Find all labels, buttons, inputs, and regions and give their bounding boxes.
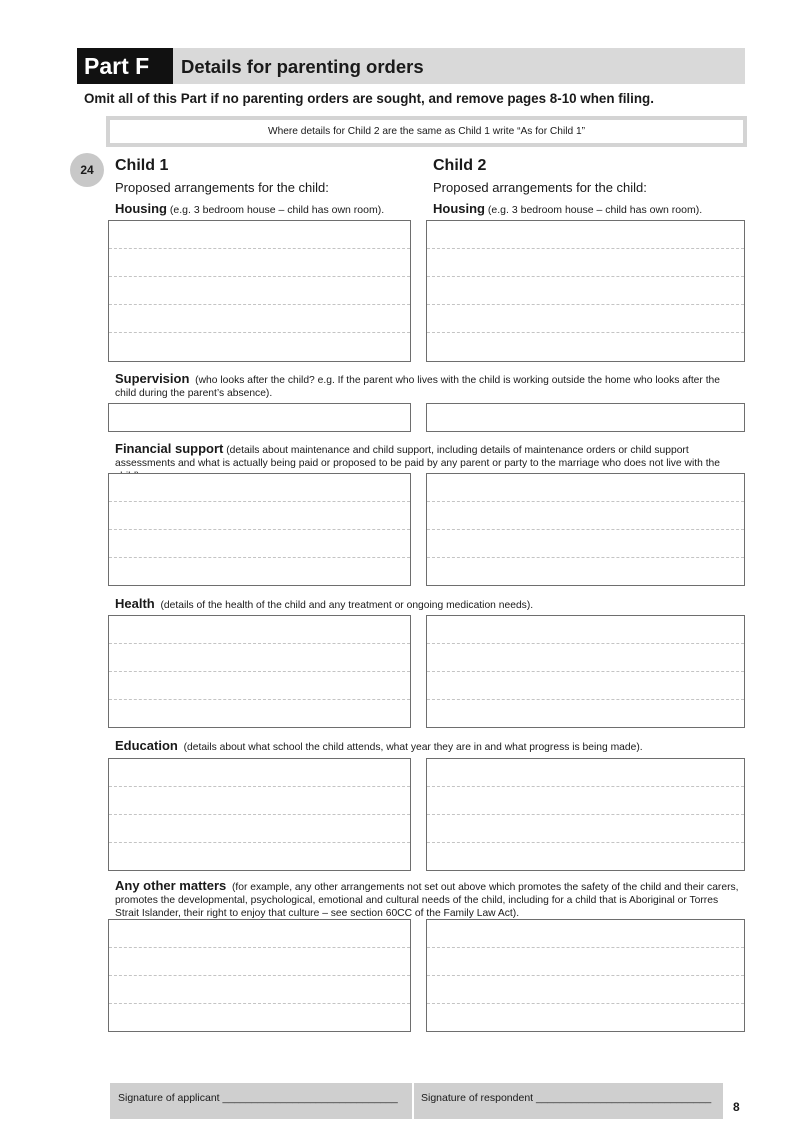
child1-housing-label — [115, 201, 384, 216]
child1-financial-field[interactable] — [108, 473, 411, 586]
child2-housing-title: Housing — [433, 201, 485, 216]
child1-other-field[interactable] — [108, 919, 411, 1032]
child2-health-field[interactable] — [426, 615, 745, 728]
supervision-title: Supervision — [115, 371, 190, 386]
education-title: Education — [115, 738, 178, 753]
child1-supervision-field[interactable] — [108, 403, 411, 432]
child2-housing-hint: (e.g. 3 bedroom house – child has own room). — [487, 204, 703, 216]
child1-housing-title: Housing — [115, 201, 167, 216]
child2-supervision-field[interactable] — [426, 403, 745, 432]
note-box — [106, 116, 747, 147]
health-title: Health — [115, 596, 155, 611]
other-title: Any other matters — [115, 878, 227, 893]
child2-heading: Child 2 — [433, 157, 487, 174]
health-hint: (details of the health of the child and any treatment or ongoing medication needs). — [160, 600, 534, 611]
part-title: Details for parenting orders — [181, 56, 424, 77]
applicant-signature-field[interactable]: Signature of applicant ______________________________ — [118, 1092, 398, 1104]
child2-housing-field[interactable] — [426, 220, 745, 362]
part-header — [77, 48, 745, 84]
financial-hint: (details about maintenance and child support, including details of maintenance orders or child support assessments and what is actually being paid or proposed to be paid by any parent or party to the marriage who does not live with the — [115, 445, 721, 469]
child1-health-field[interactable] — [108, 615, 411, 728]
omit-instruction: Omit all of this Part if no parenting orders are sought, and remove pages 8-10 when filing. — [84, 91, 654, 106]
page-number: 8 — [733, 1100, 740, 1114]
respondent-signature-field[interactable]: Signature of respondent ______________________________ — [421, 1092, 712, 1104]
part-label: Part F — [77, 48, 173, 84]
education-hint: (details about what school the child attends, what year they are in and what progress is being made). — [183, 742, 643, 753]
health-label — [115, 597, 740, 612]
child1-education-field[interactable] — [108, 758, 411, 871]
child2-education-field[interactable] — [426, 758, 745, 871]
signature-bar — [110, 1083, 723, 1119]
note-text: Where details for Child 2 are the same as Child 1 write “As for Child 1” — [110, 120, 743, 143]
other-hint: (for example, any other arrangements not set out above which promotes the safety of the child and their carers, promotes the developmental, psychological, emotional and cultural needs of the child, including for a child that is Aboriginal or Torres Strait Islander, their right to enjoy that culture – see section 60CC of the Family Law Act). — [115, 882, 739, 919]
supervision-label — [115, 372, 740, 400]
education-label — [115, 739, 740, 754]
question-number-badge: 24 — [70, 153, 104, 187]
other-label — [115, 879, 740, 920]
child1-heading: Child 1 — [115, 157, 169, 174]
supervision-hint: (who looks after the child? e.g. If the parent who lives with the child is working outside the home who looks after the child during the parent’s absence). — [115, 375, 721, 399]
child2-subtitle: Proposed arrangements for the child: — [433, 180, 647, 195]
child1-subtitle: Proposed arrangements for the child: — [115, 180, 329, 195]
child1-housing-field[interactable] — [108, 220, 411, 362]
financial-title: Financial support — [115, 441, 224, 456]
child1-housing-hint: (e.g. 3 bedroom house – child has own room). — [169, 204, 385, 216]
child2-financial-field[interactable] — [426, 473, 745, 586]
child2-housing-label — [433, 201, 702, 216]
child2-other-field[interactable] — [426, 919, 745, 1032]
